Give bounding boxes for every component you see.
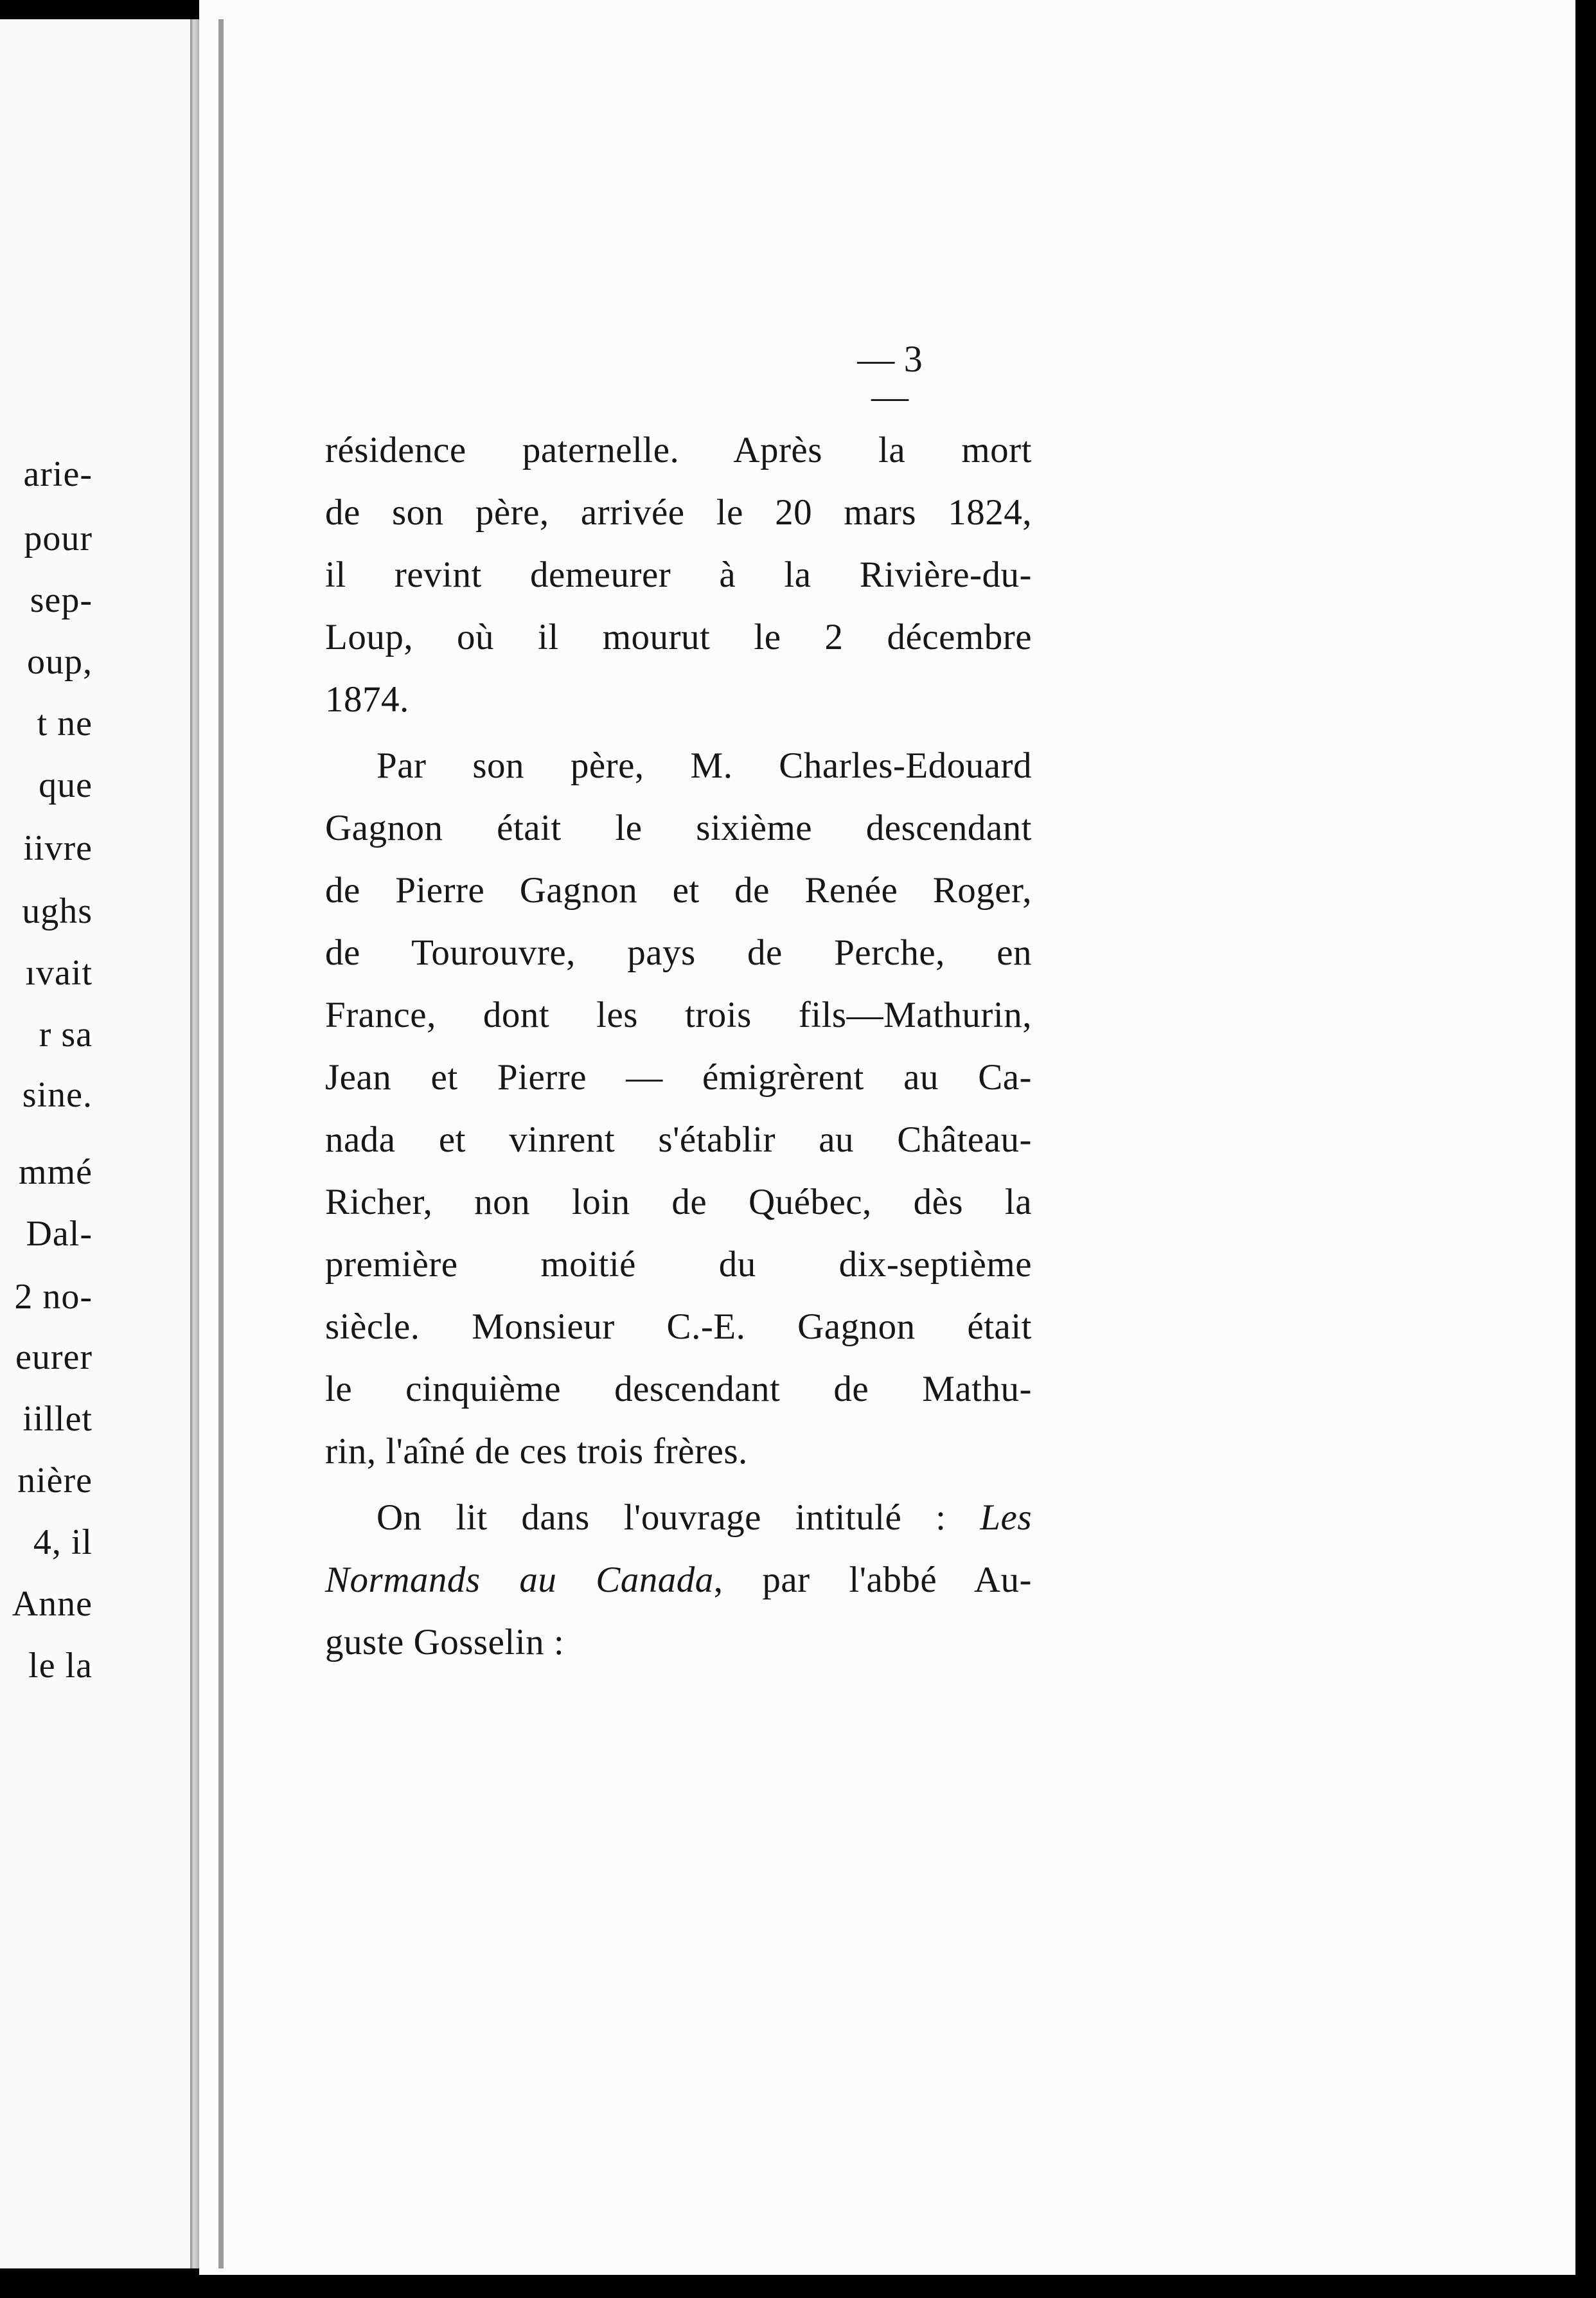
left-line: sep- [30, 580, 93, 620]
text-segment: , par l'abbé Au- [713, 1560, 1032, 1600]
text-line: résidence paternelle. Après la mort [325, 430, 1032, 470]
book-title: Les [980, 1497, 1032, 1538]
left-line: que [39, 765, 93, 805]
left-line: ıvait [25, 953, 93, 993]
page-gutter [190, 19, 199, 2268]
text-line: Par son père, M. Charles-Edouard [377, 745, 1032, 786]
left-line: Dal- [26, 1214, 93, 1254]
text-line: le cinquième descendant de Mathu- [325, 1369, 1032, 1409]
text-line: Loup, où il mourut le 2 décembre [325, 617, 1032, 657]
left-line: iivre [23, 828, 93, 868]
left-line: Anne [12, 1584, 93, 1624]
left-line: t ne [37, 704, 93, 744]
text-line: de son père, arrivée le 20 mars 1824, [325, 492, 1032, 533]
left-line: eurer [15, 1337, 93, 1377]
text-line: guste Gosselin : [325, 1622, 565, 1662]
text-line: de Tourouvre, pays de Perche, en [325, 932, 1032, 973]
book-title: Normands au Canada [325, 1560, 714, 1600]
left-line: le la [28, 1646, 93, 1686]
left-line: r sa [39, 1015, 93, 1055]
body-text [325, 419, 1032, 1673]
text-segment: On lit dans l'ouvrage intitulé : [377, 1497, 980, 1538]
left-line: arie- [23, 454, 93, 494]
text-line: siècle. Monsieur C.-E. Gagnon était [325, 1306, 1032, 1347]
page-edge-line [218, 19, 224, 2268]
left-line: sine. [22, 1075, 93, 1115]
text-line: première moitié du dix-septième [325, 1244, 1032, 1285]
left-line: oup, [27, 642, 93, 682]
text-line: Jean et Pierre — émigrèrent au Ca- [325, 1057, 1032, 1098]
text-line: Richer, non loin de Québec, dès la [325, 1182, 1032, 1222]
text-line: rin, l'aîné de ces trois frères. [325, 1431, 748, 1472]
scan-edge [1575, 0, 1596, 2298]
page-number: — 3 — [857, 338, 923, 417]
left-line: mmé [19, 1152, 93, 1192]
left-line: pour [24, 519, 93, 558]
text-line: 1874. [325, 679, 409, 720]
text-line: France, dont les trois fils—Mathurin, [325, 995, 1032, 1035]
text-line [325, 1486, 1032, 1549]
left-line: 4, il [33, 1522, 93, 1562]
left-line: 2 no- [14, 1277, 93, 1317]
text-line: Gagnon était le sixième descendant [325, 808, 1032, 848]
text-line: nada et vinrent s'établir au Château- [325, 1119, 1032, 1160]
left-line: nière [17, 1461, 93, 1501]
text-line: de Pierre Gagnon et de Renée Roger, [325, 870, 1032, 911]
text-line: il revint demeurer à la Rivière-du- [325, 555, 1032, 595]
text-line [325, 1549, 1032, 1611]
left-line: iillet [22, 1399, 93, 1439]
left-line: ughs [22, 891, 93, 931]
left-page-fragment [0, 19, 194, 2268]
